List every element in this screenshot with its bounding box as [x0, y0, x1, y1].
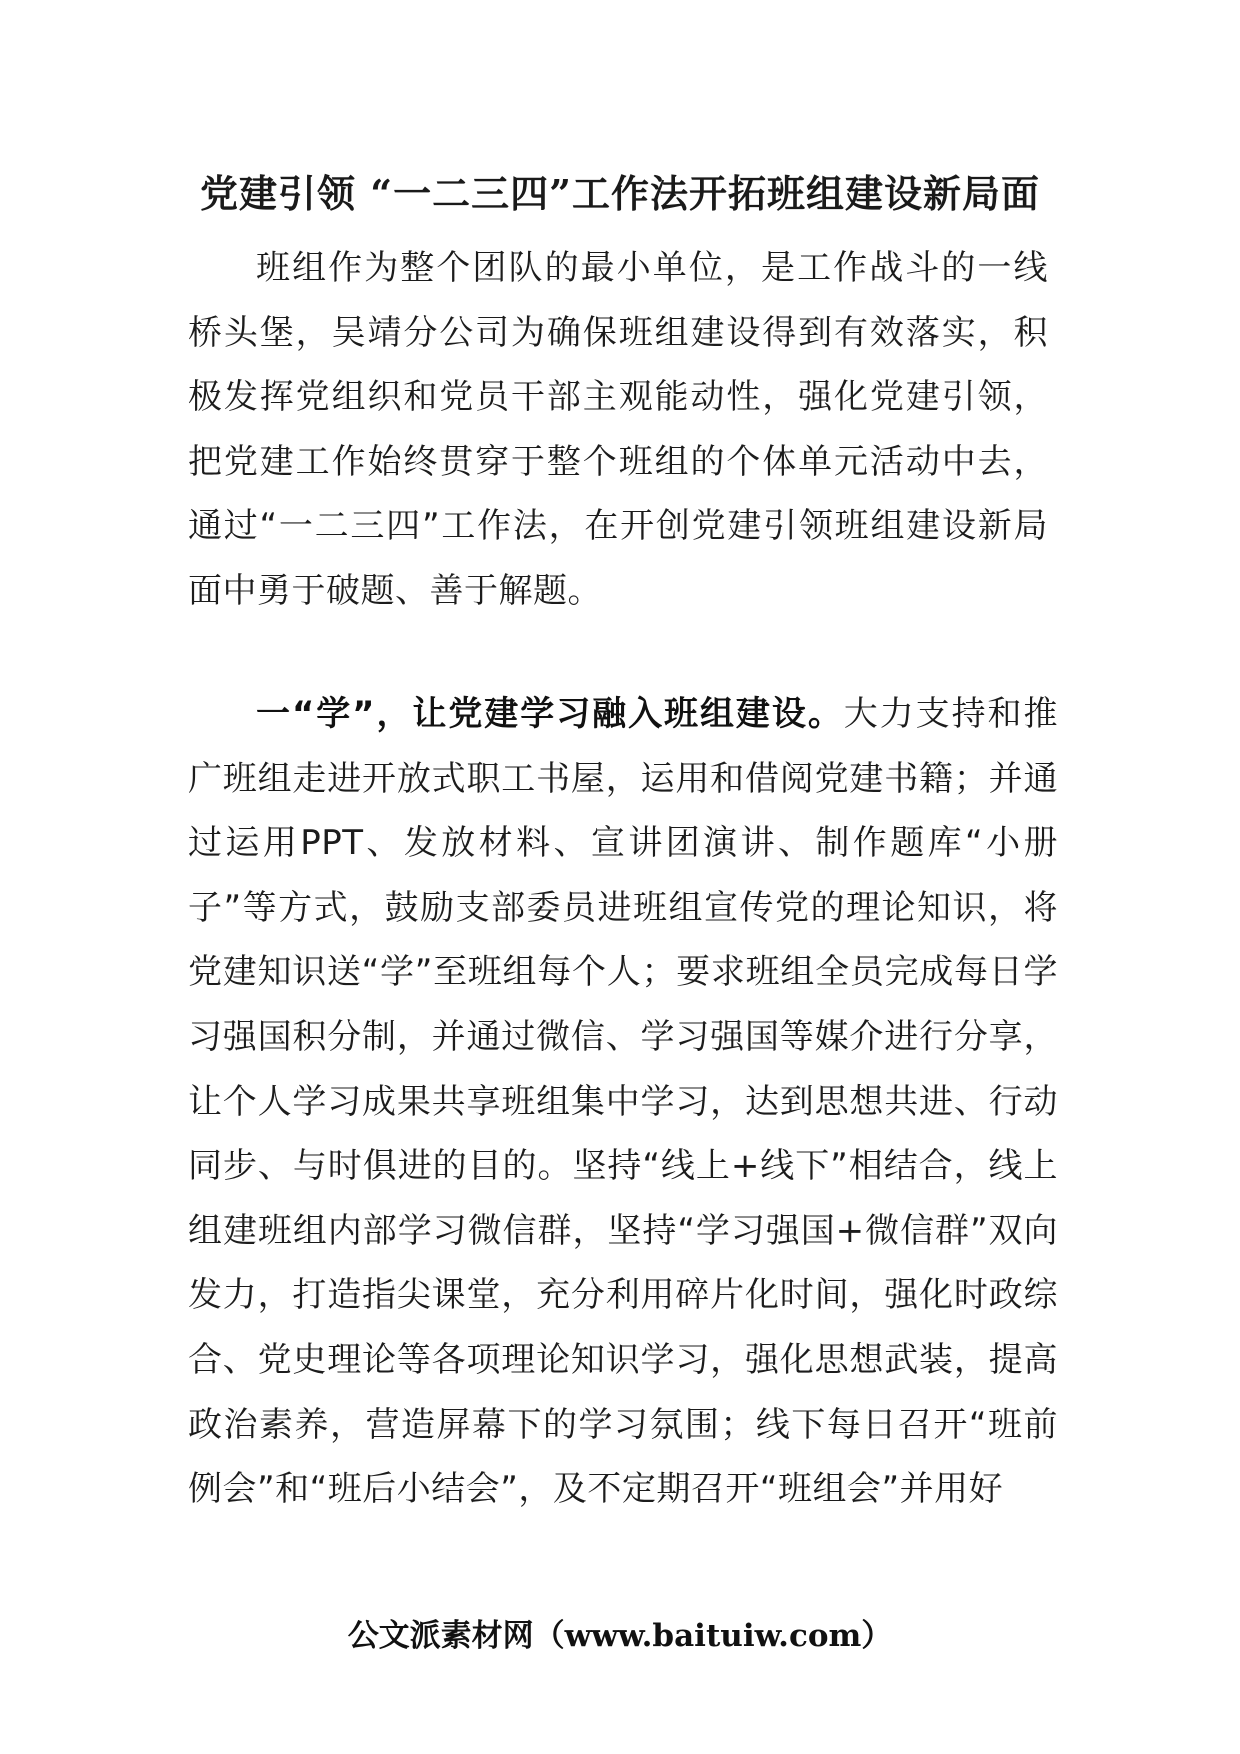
document-title: 党建引领 “一二三四”工作法开拓班组建设新局面	[200, 171, 1040, 216]
section-one-heading: 一“学”，让党建学习融入班组建设。	[256, 694, 844, 734]
footer-watermark: 公文派素材网（www.baituiw.com）	[347, 1618, 893, 1654]
section-one-body: 大力支持和推广班组走进开放式职工书屋，运用和借阅党建书籍；并通过运用PPT、发放材料、宣讲团演讲、制作题库“小册子”等方式，鼓励支部委员进班组宣传党的理论知识，将党建知识送“学”至班组每个人；要求班组全员完成每日学习强国积分制，并通过微信、学习强国等媒介进行分享，让个人学习成果共享班组集中学习，达到思想共进、行动同步、与时俱进的目的。坚持“线上+线下”相结合，线上组建班组内部学习微信群，坚持“学习强国+微信群”双向发力，打造指尖课堂，充分利用碎片化时间，强化时政综合、党史理论等各项理论知识学习，强化思想武装，提高政治素养，营造屏幕下的学习氛围；线下每日召开“班前例会”和“班后小结会”，及不定期召开“班组会”并用好	[188, 694, 1058, 1510]
paragraph-section-one	[188, 682, 1058, 1522]
paragraph-intro: 班组作为整个团队的最小单位，是工作战斗的一线桥头堡，吴靖分公司为确保班组建设得到有效落实，积极发挥党组织和党员干部主观能动性，强化党建引领，把党建工作始终贯穿于整个班组的个体单元活动中去，通过“一二三四”工作法，在开创党建引领班组建设新局面中勇于破题、善于解题。	[188, 248, 1048, 611]
